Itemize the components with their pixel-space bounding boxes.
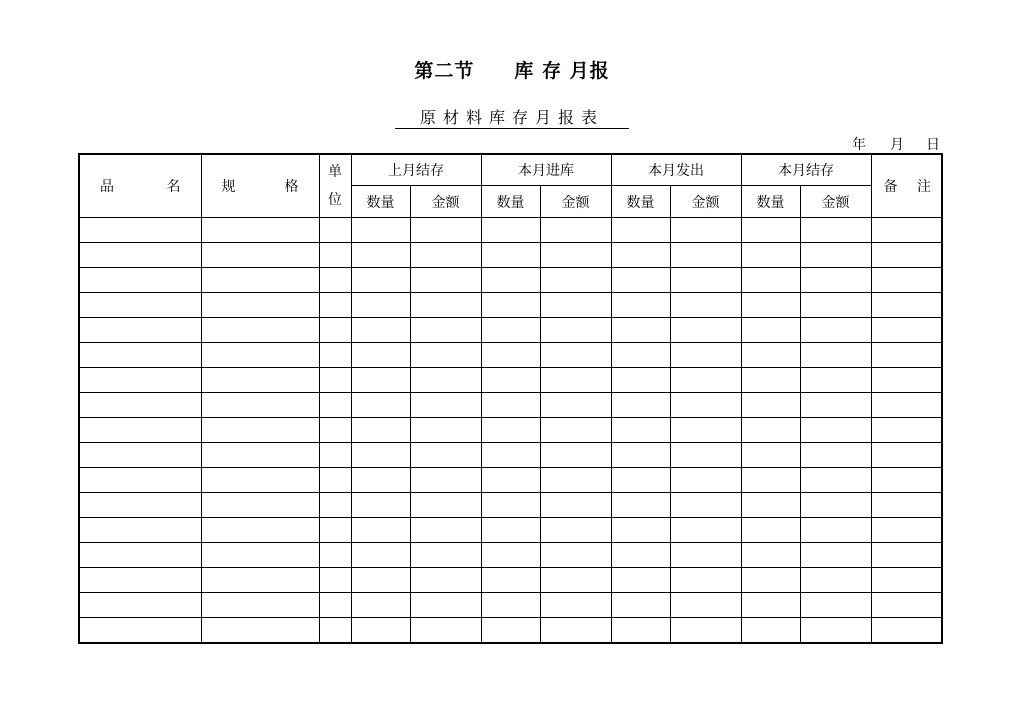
table-cell[interactable] <box>800 468 871 493</box>
table-cell[interactable] <box>481 243 540 268</box>
table-cell[interactable] <box>741 293 800 318</box>
table-cell[interactable] <box>611 218 670 243</box>
table-cell[interactable] <box>611 343 670 368</box>
month-label: 月 <box>890 137 904 153</box>
table-cell[interactable] <box>540 518 611 543</box>
table-cell[interactable] <box>670 418 741 443</box>
table-cell[interactable] <box>481 293 540 318</box>
table-cell[interactable] <box>800 518 871 543</box>
table-row <box>79 243 942 268</box>
table-cell[interactable] <box>79 468 201 493</box>
table-row <box>79 568 942 593</box>
table-cell[interactable] <box>800 218 871 243</box>
table-cell[interactable] <box>201 418 319 443</box>
table-cell[interactable] <box>741 243 800 268</box>
table-cell[interactable] <box>319 418 351 443</box>
table-cell[interactable] <box>351 218 410 243</box>
table-cell[interactable] <box>741 268 800 293</box>
table-cell[interactable] <box>871 518 942 543</box>
table-cell[interactable] <box>540 268 611 293</box>
table-cell[interactable] <box>201 593 319 618</box>
header-this-month-balance: 本月结存 <box>741 154 871 186</box>
table-cell[interactable] <box>800 318 871 343</box>
table-cell[interactable] <box>481 493 540 518</box>
table-cell[interactable] <box>540 593 611 618</box>
table-cell[interactable] <box>670 218 741 243</box>
table-cell[interactable] <box>871 243 942 268</box>
header-row-groups <box>79 154 942 186</box>
table-cell[interactable] <box>800 243 871 268</box>
table-cell[interactable] <box>871 218 942 243</box>
table-cell[interactable] <box>410 518 481 543</box>
table-cell[interactable] <box>201 268 319 293</box>
table-cell[interactable] <box>410 218 481 243</box>
table-cell[interactable] <box>410 318 481 343</box>
table-row <box>79 393 942 418</box>
header-amount: 金额 <box>670 186 741 218</box>
table-cell[interactable] <box>351 518 410 543</box>
day-label: 日 <box>926 137 940 153</box>
table-cell[interactable] <box>871 468 942 493</box>
table-cell[interactable] <box>79 443 201 468</box>
table-cell[interactable] <box>741 468 800 493</box>
table-cell[interactable] <box>201 493 319 518</box>
table-cell[interactable] <box>670 593 741 618</box>
table-cell[interactable] <box>351 493 410 518</box>
table-row <box>79 493 942 518</box>
table-cell[interactable] <box>319 543 351 568</box>
table-row <box>79 468 942 493</box>
table-cell[interactable] <box>871 393 942 418</box>
table-cell[interactable] <box>540 418 611 443</box>
table-cell[interactable] <box>800 268 871 293</box>
table-cell[interactable] <box>741 393 800 418</box>
table-cell[interactable] <box>410 618 481 644</box>
table-cell[interactable] <box>540 618 611 644</box>
table-cell[interactable] <box>741 443 800 468</box>
table-cell[interactable] <box>201 543 319 568</box>
table-cell[interactable] <box>201 218 319 243</box>
table-cell[interactable] <box>670 368 741 393</box>
table-cell[interactable] <box>611 543 670 568</box>
header-product-name: 品 名 <box>79 154 201 218</box>
table-cell[interactable] <box>871 293 942 318</box>
table-cell[interactable] <box>410 368 481 393</box>
table-cell[interactable] <box>800 368 871 393</box>
table-row <box>79 218 942 243</box>
table-cell[interactable] <box>79 393 201 418</box>
table-row <box>79 518 942 543</box>
table-cell[interactable] <box>540 218 611 243</box>
table-cell[interactable] <box>800 543 871 568</box>
table-cell[interactable] <box>611 468 670 493</box>
table-cell[interactable] <box>319 318 351 343</box>
table-cell[interactable] <box>481 368 540 393</box>
table-cell[interactable] <box>611 268 670 293</box>
table-cell[interactable] <box>741 543 800 568</box>
header-unit: 单 位 <box>319 154 351 218</box>
table-cell[interactable] <box>351 543 410 568</box>
table-cell[interactable] <box>319 618 351 644</box>
table-cell[interactable] <box>611 618 670 644</box>
table-cell[interactable] <box>410 468 481 493</box>
table-cell[interactable] <box>201 343 319 368</box>
table-cell[interactable] <box>540 468 611 493</box>
table-cell[interactable] <box>540 393 611 418</box>
table-cell[interactable] <box>611 418 670 443</box>
year-label: 年 <box>852 137 866 153</box>
table-cell[interactable] <box>481 343 540 368</box>
table-cell[interactable] <box>410 543 481 568</box>
table-cell[interactable] <box>670 518 741 543</box>
table-cell[interactable] <box>670 343 741 368</box>
table-cell[interactable] <box>611 593 670 618</box>
table-cell[interactable] <box>201 293 319 318</box>
table-cell[interactable] <box>540 318 611 343</box>
table-cell[interactable] <box>201 518 319 543</box>
table-cell[interactable] <box>79 618 201 644</box>
table-cell[interactable] <box>871 318 942 343</box>
table-cell[interactable] <box>800 418 871 443</box>
table-cell[interactable] <box>79 368 201 393</box>
header-this-month-inbound: 本月进库 <box>481 154 611 186</box>
table-cell[interactable] <box>800 343 871 368</box>
table-cell[interactable] <box>800 293 871 318</box>
header-quantity: 数量 <box>741 186 800 218</box>
table-cell[interactable] <box>410 293 481 318</box>
table-cell[interactable] <box>670 618 741 644</box>
table-cell[interactable] <box>201 468 319 493</box>
table-cell[interactable] <box>800 593 871 618</box>
table-cell[interactable] <box>871 343 942 368</box>
table-cell[interactable] <box>540 293 611 318</box>
table-cell[interactable] <box>319 218 351 243</box>
table-row <box>79 318 942 343</box>
table-cell[interactable] <box>481 443 540 468</box>
table-cell[interactable] <box>611 368 670 393</box>
table-body <box>79 218 942 644</box>
table-cell[interactable] <box>611 493 670 518</box>
table-cell[interactable] <box>201 368 319 393</box>
table-row <box>79 418 942 443</box>
table-cell[interactable] <box>351 318 410 343</box>
table-cell[interactable] <box>871 368 942 393</box>
table-cell[interactable] <box>319 368 351 393</box>
table-cell[interactable] <box>410 443 481 468</box>
table-cell[interactable] <box>670 468 741 493</box>
table-cell[interactable] <box>201 568 319 593</box>
table-cell[interactable] <box>79 593 201 618</box>
table-cell[interactable] <box>800 443 871 468</box>
table-cell[interactable] <box>871 593 942 618</box>
header-remarks: 备 注 <box>871 154 942 218</box>
table-cell[interactable] <box>741 318 800 343</box>
table-cell[interactable] <box>481 618 540 644</box>
table-cell[interactable] <box>871 618 942 644</box>
table-row <box>79 368 942 393</box>
table-cell[interactable] <box>79 218 201 243</box>
table-cell[interactable] <box>481 518 540 543</box>
table-cell[interactable] <box>351 368 410 393</box>
report-subtitle: 原材料库存月报表 <box>395 108 629 129</box>
table-cell[interactable] <box>410 343 481 368</box>
table-cell[interactable] <box>481 268 540 293</box>
table-cell[interactable] <box>319 343 351 368</box>
table-cell[interactable] <box>611 393 670 418</box>
table-cell[interactable] <box>319 268 351 293</box>
table-cell[interactable] <box>201 243 319 268</box>
header-this-month-outbound: 本月发出 <box>611 154 741 186</box>
table-row <box>79 593 942 618</box>
table-cell[interactable] <box>871 543 942 568</box>
table-cell[interactable] <box>871 568 942 593</box>
table-cell[interactable] <box>481 593 540 618</box>
table-cell[interactable] <box>670 318 741 343</box>
table-cell[interactable] <box>741 618 800 644</box>
table-cell[interactable] <box>800 493 871 518</box>
table-row <box>79 343 942 368</box>
table-cell[interactable] <box>611 293 670 318</box>
table-cell[interactable] <box>481 393 540 418</box>
table-cell[interactable] <box>410 593 481 618</box>
table-cell[interactable] <box>670 393 741 418</box>
table-cell[interactable] <box>319 518 351 543</box>
table-cell[interactable] <box>540 368 611 393</box>
table-cell[interactable] <box>540 568 611 593</box>
table-cell[interactable] <box>741 368 800 393</box>
table-row <box>79 618 942 644</box>
table-cell[interactable] <box>351 418 410 443</box>
table-cell[interactable] <box>410 493 481 518</box>
table-cell[interactable] <box>481 568 540 593</box>
table-cell[interactable] <box>670 293 741 318</box>
table-cell[interactable] <box>319 493 351 518</box>
table-cell[interactable] <box>800 618 871 644</box>
date-line <box>850 134 945 152</box>
header-quantity: 数量 <box>611 186 670 218</box>
table-cell[interactable] <box>481 218 540 243</box>
table-cell[interactable] <box>319 443 351 468</box>
table-cell[interactable] <box>481 468 540 493</box>
table-cell[interactable] <box>410 393 481 418</box>
table-cell[interactable] <box>410 418 481 443</box>
table-cell[interactable] <box>319 393 351 418</box>
table-cell[interactable] <box>540 543 611 568</box>
table-cell[interactable] <box>670 243 741 268</box>
table-cell[interactable] <box>319 593 351 618</box>
table-cell[interactable] <box>319 243 351 268</box>
table-cell[interactable] <box>79 318 201 343</box>
table-cell[interactable] <box>871 443 942 468</box>
table-cell[interactable] <box>79 493 201 518</box>
table-cell[interactable] <box>540 243 611 268</box>
table-cell[interactable] <box>540 493 611 518</box>
table-cell[interactable] <box>79 343 201 368</box>
table-cell[interactable] <box>410 568 481 593</box>
table-cell[interactable] <box>611 518 670 543</box>
header-amount: 金额 <box>800 186 871 218</box>
table-cell[interactable] <box>670 493 741 518</box>
table-cell[interactable] <box>201 618 319 644</box>
table-cell[interactable] <box>871 418 942 443</box>
table-cell[interactable] <box>670 268 741 293</box>
table-cell[interactable] <box>670 568 741 593</box>
table-cell[interactable] <box>319 293 351 318</box>
table-cell[interactable] <box>670 443 741 468</box>
table-cell[interactable] <box>79 268 201 293</box>
table-cell[interactable] <box>670 543 741 568</box>
table-cell[interactable] <box>351 268 410 293</box>
table-cell[interactable] <box>79 543 201 568</box>
inventory-report-table <box>78 153 943 644</box>
table-cell[interactable] <box>351 243 410 268</box>
table-cell[interactable] <box>741 343 800 368</box>
table-row <box>79 443 942 468</box>
table-cell[interactable] <box>319 568 351 593</box>
table-cell[interactable] <box>611 318 670 343</box>
table-cell[interactable] <box>741 593 800 618</box>
table-cell[interactable] <box>741 493 800 518</box>
table-cell[interactable] <box>611 443 670 468</box>
table-row <box>79 293 942 318</box>
table-cell[interactable] <box>800 568 871 593</box>
table-cell[interactable] <box>319 468 351 493</box>
header-quantity: 数量 <box>351 186 410 218</box>
table-cell[interactable] <box>201 318 319 343</box>
table-cell[interactable] <box>540 343 611 368</box>
table-cell[interactable] <box>871 493 942 518</box>
table-cell[interactable] <box>79 568 201 593</box>
table-cell[interactable] <box>481 318 540 343</box>
table-cell[interactable] <box>741 518 800 543</box>
header-amount: 金额 <box>410 186 481 218</box>
table-cell[interactable] <box>351 393 410 418</box>
table-cell[interactable] <box>351 468 410 493</box>
table-cell[interactable] <box>79 418 201 443</box>
header-amount: 金额 <box>540 186 611 218</box>
table-cell[interactable] <box>611 243 670 268</box>
table-row <box>79 268 942 293</box>
header-specification: 规 格 <box>201 154 319 218</box>
table-cell[interactable] <box>201 443 319 468</box>
table-cell[interactable] <box>481 418 540 443</box>
table-cell[interactable] <box>871 268 942 293</box>
table-cell[interactable] <box>79 243 201 268</box>
table-cell[interactable] <box>351 443 410 468</box>
table-cell[interactable] <box>351 618 410 644</box>
header-quantity: 数量 <box>481 186 540 218</box>
table-cell[interactable] <box>201 393 319 418</box>
table-cell[interactable] <box>611 568 670 593</box>
header-last-month-balance: 上月结存 <box>351 154 481 186</box>
table-cell[interactable] <box>410 243 481 268</box>
table-cell[interactable] <box>741 418 800 443</box>
table-cell[interactable] <box>410 268 481 293</box>
table-cell[interactable] <box>741 568 800 593</box>
table-cell[interactable] <box>540 443 611 468</box>
table-cell[interactable] <box>800 393 871 418</box>
table-row <box>79 543 942 568</box>
table-cell[interactable] <box>351 593 410 618</box>
table-cell[interactable] <box>351 343 410 368</box>
table-cell[interactable] <box>351 568 410 593</box>
table-cell[interactable] <box>741 218 800 243</box>
table-cell[interactable] <box>351 293 410 318</box>
table-cell[interactable] <box>79 293 201 318</box>
table-cell[interactable] <box>481 543 540 568</box>
table-cell[interactable] <box>79 518 201 543</box>
page-title: 第二节 库 存 月报 <box>414 60 610 82</box>
